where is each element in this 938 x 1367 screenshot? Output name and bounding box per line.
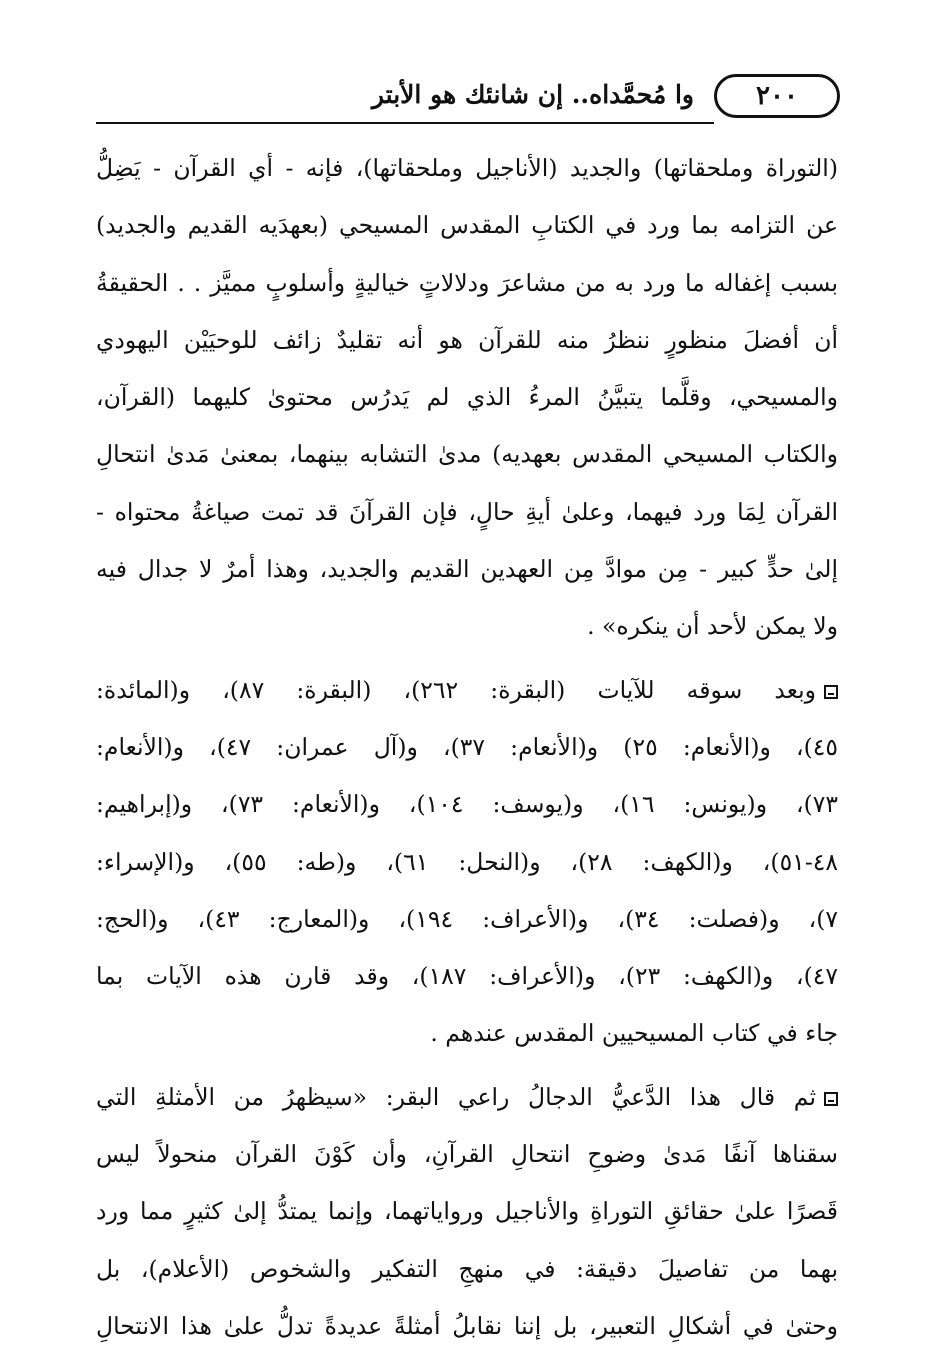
- text-line-with-bullet: [96, 662, 838, 719]
- text-line: سقناها آنفًا مَدىٰ وضوحِ انتحالِ القرآنِ، وأن كَوْنَ القرآن منحولاً ليس: [96, 1140, 838, 1169]
- text-line: جاء في كتاب المسيحيين المقدس عندهم .: [430, 1019, 838, 1048]
- main-text: [96, 140, 838, 1355]
- text-line: بسبب إغفاله ما ورد به من مشاعرَ ودلالاتٍ خياليةٍ وأسلوبٍ مميَّز . . الحقيقةُ: [96, 268, 838, 297]
- text-line: أن أفضلَ منظورٍ ننظرُ منه للقرآن هو أنه تقليدٌ زائف للوحيَيْن اليهودي: [96, 325, 838, 354]
- paragraph: [96, 1069, 838, 1355]
- square-bullet-icon: [824, 685, 838, 699]
- text-line: ٤٧)، و(الكهف: ٢٣)، و(الأعراف: ١٨٧)، وقد قارن هذه الآيات بما: [96, 962, 838, 991]
- running-title: وا مُحمَّداه.. إن شانئك هو الأبتر: [371, 80, 694, 109]
- text-line: والكتاب المسيحي المقدس بعهديه) مدىٰ التشابه بينهما، بمعنىٰ مَدىٰ انتحالِ: [96, 440, 838, 469]
- paragraph: [96, 662, 838, 1063]
- text-line: ٤٥)، و(الأنعام: ٢٥) و(الأنعام: ٣٧)، و(آل عمران: ٤٧)، و(الأنعام:: [96, 732, 838, 761]
- square-bullet-icon: [824, 1092, 838, 1106]
- text-line: بهما من تفاصيلَ دقيقة: في منهجِ التفكير والشخوص (الأعلام)، بل: [96, 1254, 838, 1283]
- text-line: والمسيحي، وقلَّما يتبيَّنُ المرءُ الذي لم يَدرُس محتوىٰ كليهما (القرآن،: [96, 383, 838, 412]
- text-line: ثم قال هذا الدَّعيُّ الدجالُ راعي البقر: «سيظهرُ من الأمثلةِ التي: [96, 1082, 816, 1111]
- text-line: وبعد سوقه للآيات (البقرة: ٢٦٢)، (البقرة: ٨٧)، و(المائدة:: [96, 675, 816, 704]
- text-line: القرآن لِمَا ورد فيهما، وعلىٰ أيةِ حالٍ، فإن القرآنَ قد تمت صياغةُ محتواه -: [96, 497, 838, 526]
- text-line: ولا يمكن لأحد أن ينكره» .: [587, 612, 838, 641]
- page-number: ٢٠٠: [756, 81, 798, 111]
- corner-tick-mark: [876, 8, 886, 18]
- text-line: وحتىٰ في أشكالِ التعبير، بل إننا نقابلُ أمثلةً عديدةً تدلُّ علىٰ هذا الانتحالِ: [96, 1311, 838, 1340]
- text-line: (التوراة وملحقاتها) والجديد (الأناجيل وملحقاتها)، فإنه - أي القرآن - يَضِلُّ: [96, 154, 838, 182]
- text-line: قَصرًا علىٰ حقائقِ التوراةِ والأناجيل ورواياتهما، وإنما يمتدُّ إلىٰ كثيرٍ مما ورد: [96, 1197, 838, 1226]
- page-number-badge: [714, 74, 840, 118]
- header-divider: [96, 122, 714, 124]
- text-line-with-bullet: [96, 1069, 838, 1126]
- text-line: عن التزامه بما ورد في الكتابِ المقدس المسيحي (بعهدَيه القديم والجديد): [96, 211, 838, 240]
- text-line: إلىٰ حدٍّ كبير - مِن موادَّ مِن العهدين القديم والجديد، وهذا أمرٌ لا جدال فيه: [96, 555, 838, 584]
- text-line: ٧٣)، و(يونس: ١٦)، و(يوسف: ١٠٤)، و(الأنعام: ٧٣)، و(إبراهيم:: [96, 790, 838, 819]
- text-line: ٧)، و(فصلت: ٣٤)، و(الأعراف: ١٩٤)، و(المعارج: ٤٣)، و(الحج:: [96, 904, 838, 933]
- paragraph: [96, 140, 838, 656]
- page-header: [96, 68, 840, 120]
- text-line: ٤٨-٥١)، و(الكهف: ٢٨)، و(النحل: ٦١)، و(طه: ٥٥)، و(الإسراء:: [96, 847, 838, 876]
